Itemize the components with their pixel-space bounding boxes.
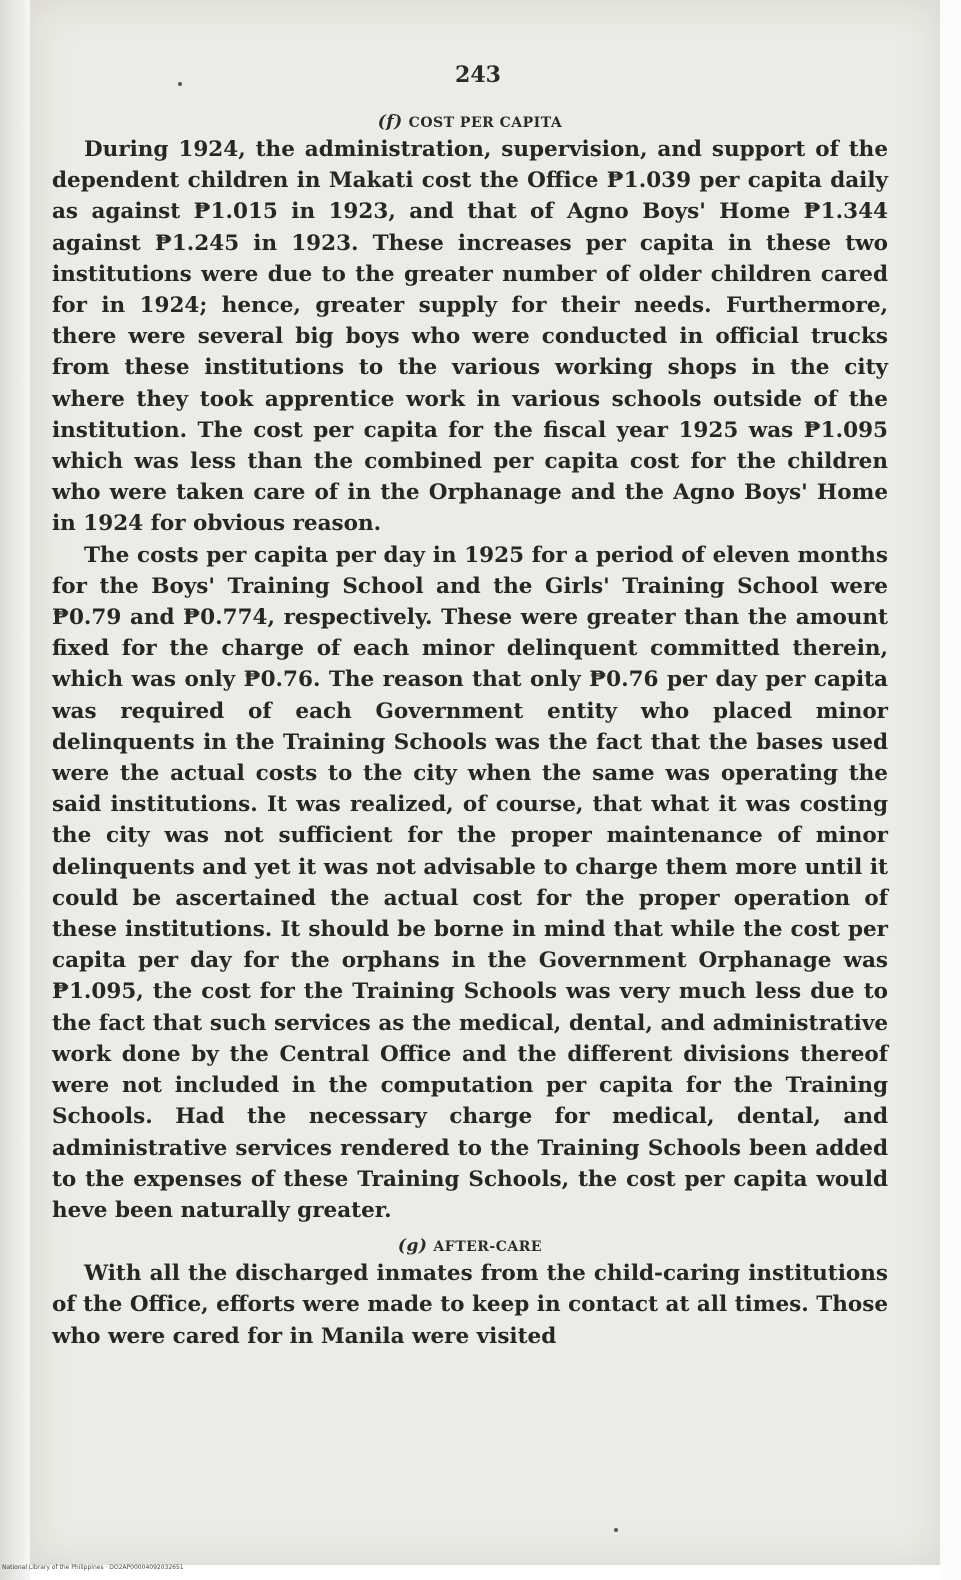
- section-mark: (g): [397, 1236, 428, 1257]
- paragraph: The costs per capita per day in 1925 for a period of eleven months for the Boys' Training School and the Girls' Training School were ₱0.79 and ₱0.774, respectively. These were greater than the amount fixed for the charge of each minor delinquent committed therein, which was only ₱0.76. The reason that only ₱0.76 per day per capita was required of each Government entity who placed minor delinquents in the Training Schools was the fact that the bases used were the actual costs to the city when the same was operating the said institutions. It was realized, of course, that what it was costing the city was not sufficient for the proper maintenance of minor delinquents and yet it was not advisable to charge them more until it could be ascertained the actual cost for the proper operation of these institutions. It should be borne in mind that while the cost per capita per day for the orphans in the Government Orphanage was ₱1.095, the cost for the Training Schools was very much less due to the fact that such services as the medical, dental, and administrative work done by the Central Office and the different divisions thereof were not included in the computation per capita for the Training Schools. Had the necessary charge for medical, dental, and administrative services rendered to the Training Schools been added to the expenses of these Training Schools, the cost per capita would heve been naturally greater.: [52, 542, 888, 1223]
- page-number: 243: [455, 62, 501, 88]
- scan-footer-label: National Library of the Philippines · DO2AP00004092032651: [2, 1564, 184, 1571]
- scan-left-margin: [0, 0, 30, 1580]
- paragraph: With all the discharged inmates from the child-caring institutions of the Office, efforts were made to keep in contact at all times. Those who were cared for in Manila were visited: [52, 1261, 888, 1349]
- scan-right-margin: [940, 0, 961, 1580]
- section-title: COST PER CAPITA: [408, 115, 563, 131]
- scanned-page: [30, 0, 940, 1565]
- section-title: AFTER-CARE: [433, 1239, 543, 1256]
- section-heading-after-care: [52, 1236, 888, 1256]
- paragraph: During 1924, the administration, supervision, and support of the dependent children in Makati cost the Office ₱1.039 per capita daily as against ₱1.015 in 1923, and that of Agno Boys' Home ₱1.344 against ₱1.245 in 1923. These increases per capita in these two institutions were due to the greater number of older children cared for in 1924; hence, greater supply for their needs. Furthermore, there were several big boys who were conducted in official trucks from these institutions to the various working shops in the city where they took apprentice work in various schools outside of the institution. The cost per capita for the fiscal year 1925 was ₱1.095 which was less than the combined per capita cost for the children who were taken care of in the Orphanage and the Agno Boys' Home in 1924 for obvious reason.: [52, 137, 888, 537]
- page-text: [52, 56, 888, 1352]
- section-heading-cost-per-capita: [52, 112, 888, 132]
- speck: [614, 1528, 618, 1532]
- section-mark: (f): [377, 112, 403, 132]
